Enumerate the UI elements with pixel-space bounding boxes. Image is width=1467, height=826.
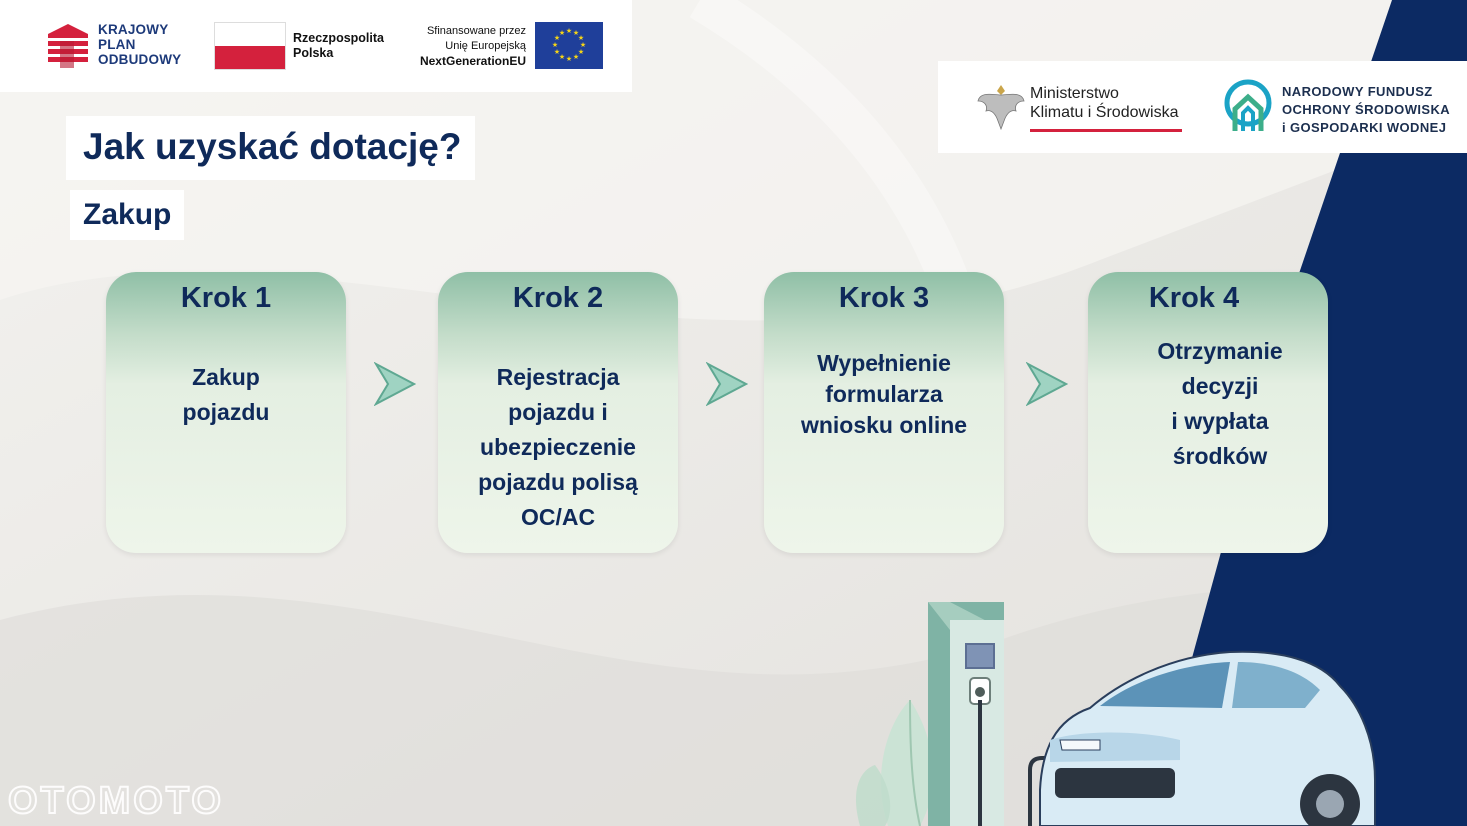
svg-text:★: ★ [553,34,561,42]
rp-line-2: Polska [293,46,334,60]
kpo-logo-icon [46,22,90,68]
step-title: Krok 1 [180,282,272,314]
step-line: Zakup [192,364,260,390]
kpo-line-3: ODBUDOWY [98,52,182,67]
svg-text:★: ★ [565,27,573,35]
kpo-line-1: KRAJOWY [98,22,169,37]
svg-text:★: ★ [553,48,561,56]
step-card-4 [1088,272,1328,553]
step-card-2 [438,272,678,553]
nfosigw-logo-icon [1223,79,1273,135]
svg-text:★: ★ [558,29,566,37]
eu-funding-text [396,24,526,69]
svg-text:★: ★ [577,34,585,42]
eu-line-2: Unię Europejską [445,40,526,52]
step-card-3 [764,272,1004,553]
charging-station-icon [928,602,1004,826]
svg-text:★: ★ [579,41,587,49]
step-line: pojazdu [182,399,270,425]
step-line: pojazdu i [508,399,608,425]
step-line: decyzji [1181,373,1259,399]
eagle-emblem-icon [976,81,1026,133]
ministry-line-1: Ministerstwo [1030,85,1119,102]
svg-text:★: ★ [565,55,573,63]
kpo-line-2: PLAN [98,37,136,52]
step-line: i wypłata [1171,408,1269,434]
subtitle-box [70,190,184,240]
ev-charging-illustration [850,590,1467,826]
title-box [66,116,475,180]
step-line: Otrzymanie [1157,338,1283,364]
eu-line-3: NextGenerationEU [419,54,526,68]
fund-name [1282,83,1450,137]
step-description [774,348,994,441]
step-line: Wypełnienie [817,350,951,376]
kpo-name [98,22,181,67]
step-line: wniosku online [800,412,968,438]
fund-line-2: OCHRONY ŚRODOWISKA [1282,102,1451,117]
step-line: środków [1172,443,1268,469]
step-line: Rejestracja [496,364,620,390]
ministry-line-2: Klimatu i Środowiska [1030,104,1179,121]
funding-logos-bar [0,0,632,92]
svg-text:★: ★ [572,29,580,37]
partner-logos-bar [938,61,1467,153]
step-description [116,360,336,430]
chevron-right-icon [706,362,748,406]
step-line: formularza [825,381,943,407]
chevron-right-icon [1026,362,1068,406]
fund-line-1: NARODOWY FUNDUSZ [1282,84,1433,99]
rp-line-1: Rzeczpospolita [293,31,384,45]
otomoto-watermark: OTOMOTO [8,780,224,822]
eu-flag-icon [535,22,603,69]
page-subtitle: Zakup [83,198,172,231]
ministry-name [1030,84,1179,122]
svg-text:★: ★ [572,53,580,61]
chevron-right-icon [374,362,416,406]
poland-flag-icon [214,22,286,70]
fund-line-3: i GOSPODARKI WODNEJ [1282,120,1447,135]
step-line: pojazdu polisą [478,469,638,495]
svg-text:★: ★ [551,41,559,49]
rp-name [293,31,384,61]
ministry-red-line [1030,129,1182,132]
eu-line-1: Sfinansowane przez [426,25,526,37]
step-description [448,360,668,535]
step-title: Krok 3 [838,282,930,314]
step-line: ubezpieczenie [480,434,636,460]
step-title: Krok 4 [1148,282,1240,314]
page-title: Jak uzyskać dotację? [83,126,462,167]
svg-text:★: ★ [577,48,585,56]
step-title: Krok 2 [512,282,604,314]
electric-car-icon [1040,652,1375,826]
svg-text:★: ★ [558,53,566,61]
step-card-1 [106,272,346,553]
step-line: OC/AC [520,504,596,530]
step-description [1110,334,1330,474]
